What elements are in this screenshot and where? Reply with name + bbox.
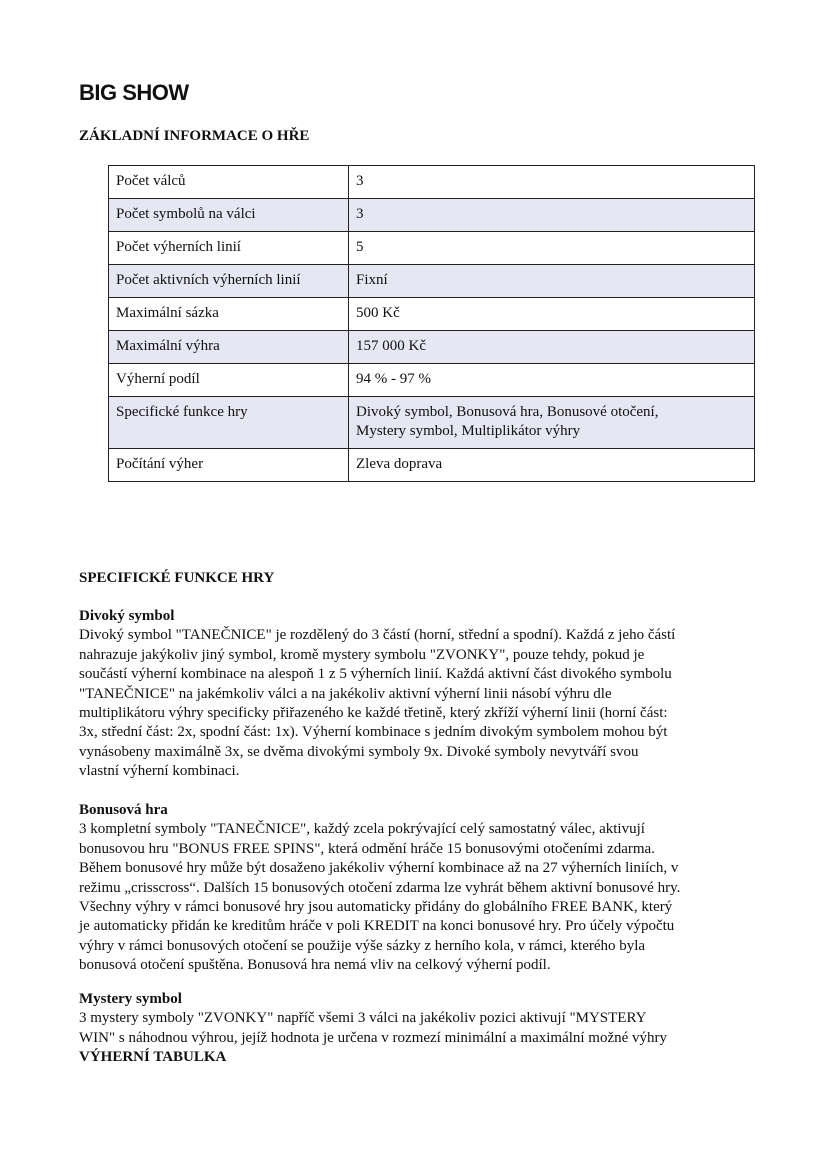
paragraph-line: multiplikátoru výhry specificky přiřazeného ke každé třetině, který zkříží výherní linii (horní část: [79,705,668,722]
table-value [349,298,755,331]
paragraph-line: 3 mystery symboly "ZVONKY" napříč všemi 3 válci na jakékoliv pozici aktivují "MYSTERY [79,1010,647,1027]
paytable-heading: VÝHERNÍ TABULKA [79,1049,227,1066]
basic-info-table [108,165,755,482]
section-title: Bonusová hra [79,802,168,818]
table-key: Počet symbolů na válci [109,199,349,232]
table-key: Počet válců [109,166,349,199]
table-key: Maximální sázka [109,298,349,331]
paragraph-line: nahrazuje jakýkoliv jiný symbol, kromě mystery symbolu "ZVONKY", pouze tehdy, pokud je [79,646,645,663]
table-value [349,199,755,232]
table-key: Počet aktivních výherních linií [109,265,349,298]
table-value-line: Mystery symbol, Multiplikátor výhry [356,423,581,439]
paragraph-line: výhry v rámci bonusových otočení se použije výše sázky z herního kola, v rámci, kterého byla [79,937,646,954]
paragraph-line: součástí výherní kombinace na alespoň 1 z 5 výherních linií. Každá aktivní část divokého symbolu [79,666,672,683]
table-row [109,199,755,232]
table-row [109,265,755,298]
table-value [349,166,755,199]
table-row [109,166,755,199]
section-bonus-game [79,801,779,976]
table-row [109,331,755,364]
section-title: Divoký symbol [79,608,175,624]
table-value [349,364,755,397]
table-value-line: Divoký symbol, Bonusová hra, Bonusové otočení, [356,404,659,420]
paragraph-line: vynásobeny maximálně 3x, se dvěma divokými symboly 9x. Divoké symboly nevytváří svou [79,743,639,760]
table-row [109,232,755,265]
paragraph-line: bonusovou hru "BONUS FREE SPINS", která odmění hráče 15 bonusovými otočeními zdarma. [79,840,655,857]
table-row [109,449,755,482]
table-row [109,298,755,331]
table-key: Počet výherních linií [109,232,349,265]
paragraph-line: 3x, střední část: 2x, spodní část: 1x). Výherní kombinace s jedním divokým symbolem mohou být [79,724,668,741]
section-title: Mystery symbol [79,991,182,1007]
paragraph-line: režimu „crisscross“. Dalších 15 bonusových otočení zdarma lze vyhrát během aktivní bonusové hry. [79,879,681,896]
table-key: Výherní podíl [109,364,349,397]
table-value-line: 3 [356,173,364,189]
paragraph-line: Divoký symbol "TANEČNICE" je rozdělený do 3 částí (horní, střední a spodní). Každá z jeho částí [79,627,676,644]
paragraph-line: 3 kompletní symboly "TANEČNICE", každý zcela pokrývající celý samostatný válec, aktivují [79,821,645,838]
section-mystery-symbol [79,990,779,1068]
table-value [349,397,755,449]
table-key: Počítání výher [109,449,349,482]
paragraph-line: Všechny výhry v rámci bonusové hry jsou automaticky přidány do globálního FREE BANK, který [79,899,673,916]
paragraph-line: bonusová otočení spuštěna. Bonusová hra nemá vliv na celkový výherní podíl. [79,957,551,974]
table-value [349,265,755,298]
table-value-line: 94 % - 97 % [356,371,431,387]
table-row [109,397,755,449]
table-value-line: 5 [356,239,364,255]
table-value-line: Fixní [356,272,388,288]
basic-info-heading: ZÁKLADNÍ INFORMACE O HŘE [79,128,310,144]
table-value-line: Zleva doprava [356,456,443,472]
table-value [349,449,755,482]
section-wild-symbol [79,607,779,782]
paragraph-line: WIN" s náhodnou výhrou, jejíž hodnota je určena v rozmezí minimální a maximální možné výhry [79,1029,668,1046]
paragraph-line: vlastní výherní kombinaci. [79,763,240,780]
table-row [109,364,755,397]
paragraph-line: Během bonusové hry může být dosaženo jakékoliv výherní kombinace až na 27 výherních liniích, v [79,860,679,877]
table-value-line: 157 000 Kč [356,338,426,354]
table-key: Maximální výhra [109,331,349,364]
table-value [349,232,755,265]
table-value [349,331,755,364]
paragraph-line: "TANEČNICE" na jakémkoliv válci a na jakékoliv aktivní výherní linii násobí výhru dle [79,685,612,702]
document-title: BIG SHOW [79,80,189,105]
paragraph-line: je automaticky přidán ke kreditům hráče v poli KREDIT na konci bonusové hry. Pro účely výpočtu [79,918,675,935]
features-heading: SPECIFICKÉ FUNKCE HRY [79,570,275,586]
table-key: Specifické funkce hry [109,397,349,449]
table-value-line: 3 [356,206,364,222]
table-value-line: 500 Kč [356,305,400,321]
